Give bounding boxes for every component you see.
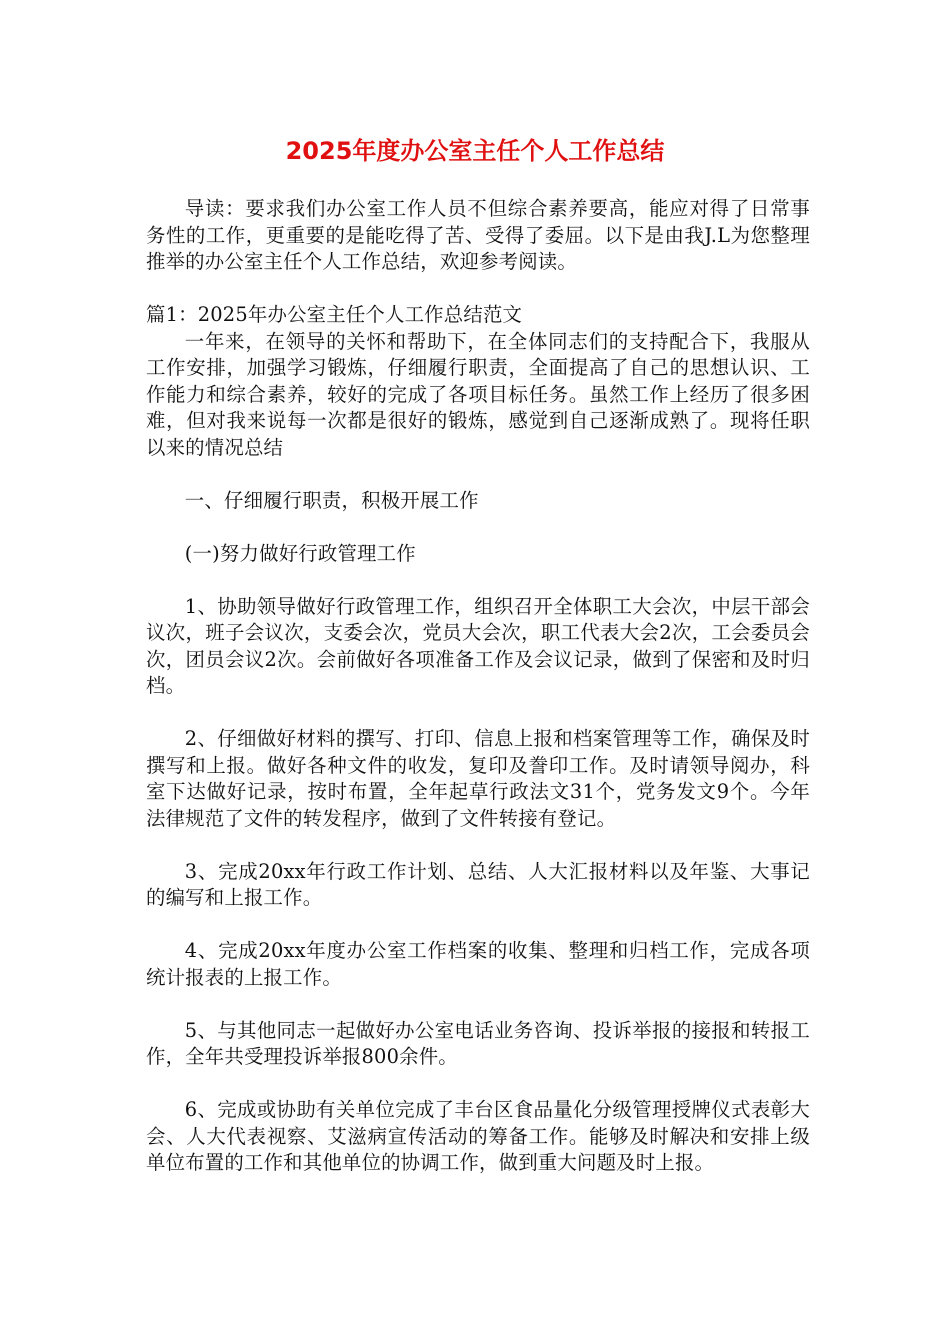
list-item: 1、协助领导做好行政管理工作，组织召开全体职工大会次，中层干部会议次，班子会议次，支委会次，党员大会次，职工代表大会2次，工会委员会次，团员会议2次。会前做好各项准备工作及会议记录，做到了保密和及时归档。 — [146, 594, 810, 697]
list-item: 5、与其他同志一起做好办公室电话业务咨询、投诉举报的接报和转报工作，全年共受理投诉举报800余件。 — [146, 1018, 810, 1068]
section-title: 篇1：2025年办公室主任个人工作总结范文 — [146, 303, 523, 326]
document-body — [146, 196, 810, 1177]
list-item: 3、完成20xx年行政工作计划、总结、人大汇报材料以及年鉴、大事记的编写和上报工作。 — [146, 859, 810, 909]
heading-level-1: 一、仔细履行职责，积极开展工作 — [184, 488, 479, 512]
list-item: 4、完成20xx年度办公室工作档案的收集、整理和归档工作，完成各项统计报表的上报工作。 — [146, 939, 810, 989]
intro-paragraph: 导读：要求我们办公室工作人员不但综合素养要高，能应对得了日常事务性的工作，更重要的是能吃得了苦、受得了委屈。以下是由我J.L为您整理推举的办公室主任个人工作总结，欢迎参考阅读。 — [146, 197, 810, 273]
opening-paragraph: 一年来，在领导的关怀和帮助下，在全体同志们的支持配合下，我服从工作安排，加强学习锻炼，仔细履行职责，全面提高了自己的思想认识、工作能力和综合素养，较好的完成了各项目标任务。虽然工作上经历了很多困难，但对我来说每一次都是很好的锻炼，感觉到自己逐渐成熟了。现将任职以来的情况总结 — [146, 329, 810, 459]
list-item: 2、仔细做好材料的撰写、打印、信息上报和档案管理等工作，确保及时撰写和上报。做好各种文件的收发，复印及誊印工作。及时请领导阅办，科室下达做好记录，按时布置，全年起草行政法文31个，党务发文9个。今年法律规范了文件的转发程序，做到了文件转接有登记。 — [146, 727, 810, 830]
document-title: 2025年度办公室主任个人工作总结 — [285, 137, 665, 165]
heading-level-2: (一)努力做好行政管理工作 — [184, 541, 416, 565]
list-item: 6、完成或协助有关单位完成了丰台区食品量化分级管理授牌仪式表彰大会、人大代表视察、艾滋病宣传活动的筹备工作。能够及时解决和安排上级单位布置的工作和其他单位的协调工作，做到重大问题及时上报。 — [146, 1098, 810, 1174]
